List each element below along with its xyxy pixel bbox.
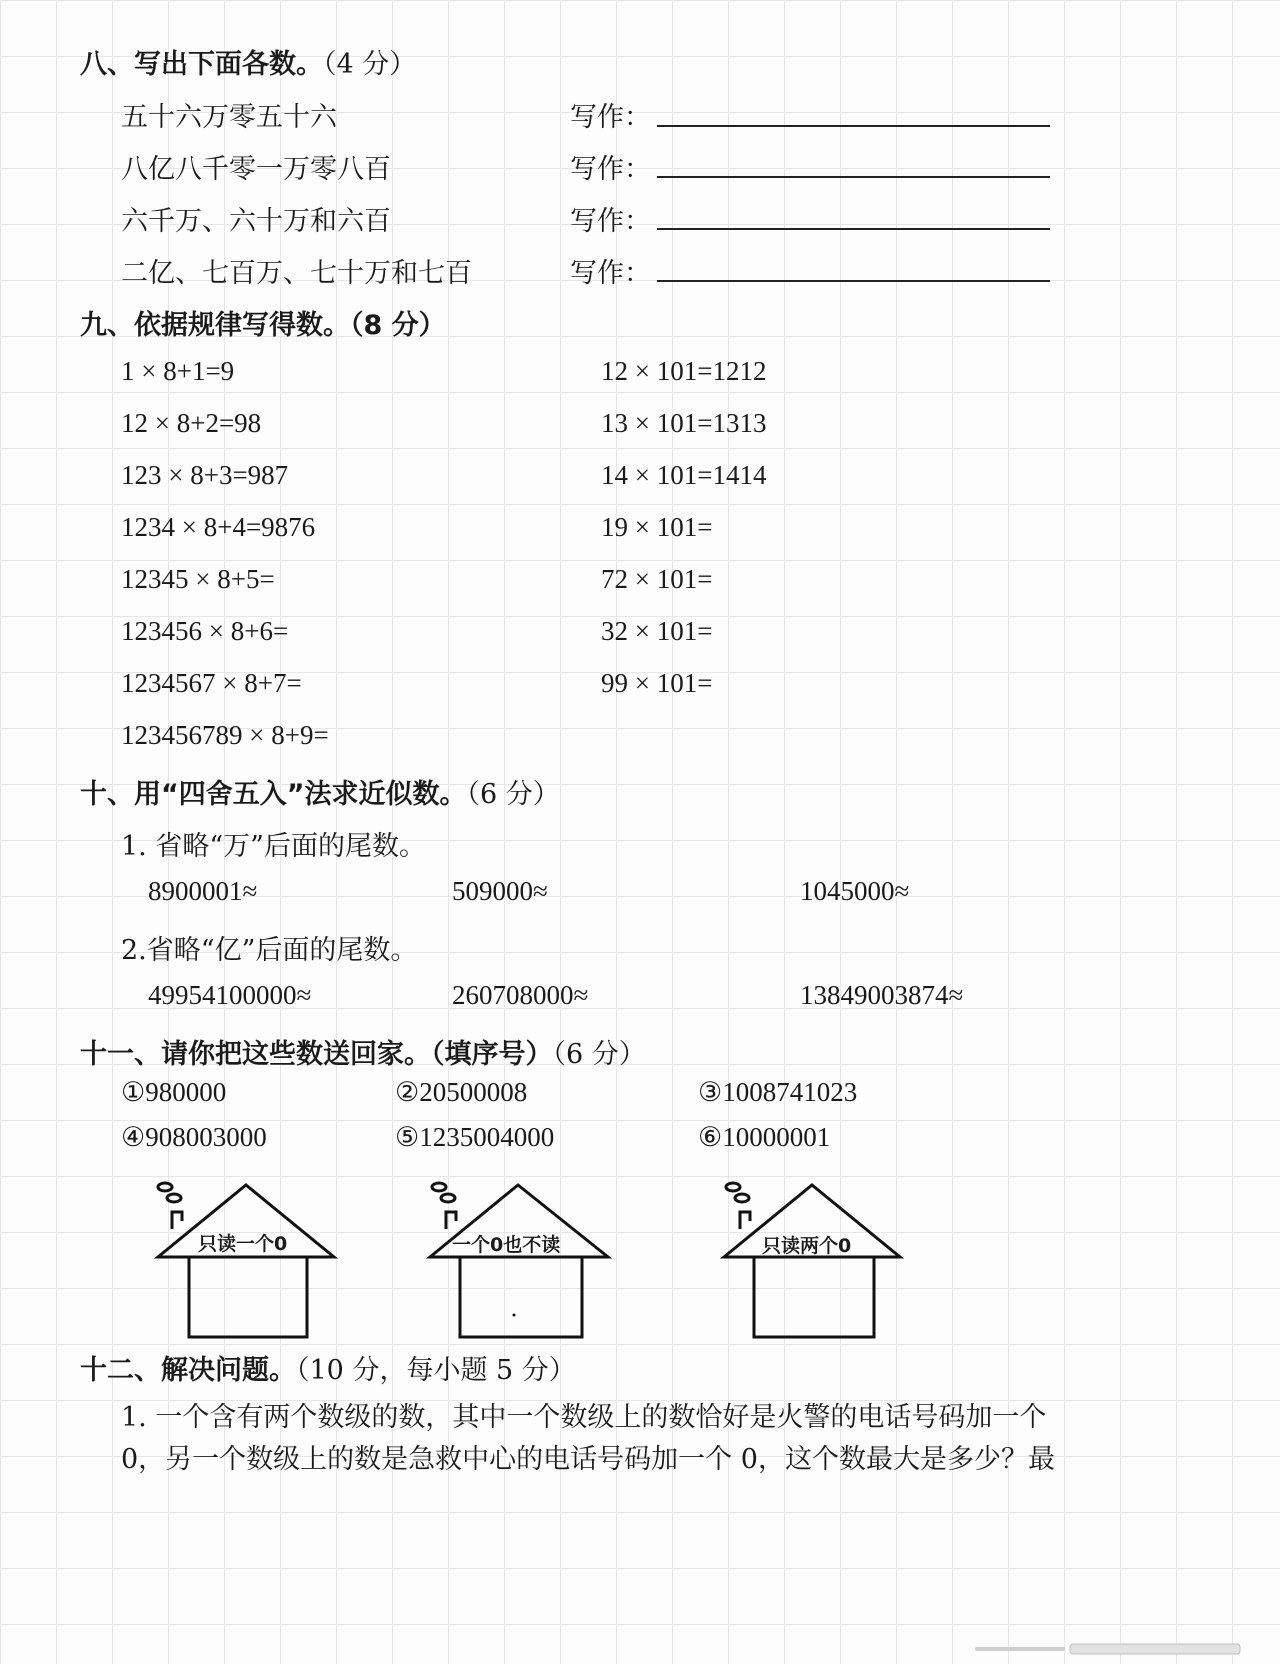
s8-item-2-text: 八亿八千零一万零八百	[121, 154, 391, 185]
s8-item-4-text: 二亿、七百万、七十万和七百	[121, 258, 472, 289]
section-11-heading	[80, 1032, 646, 1071]
house-3-drawing	[720, 1175, 920, 1355]
section-11-title: 十一、请你把这些数送回家。（填序号）	[80, 1039, 553, 1070]
s8-item-1-answer-line[interactable]	[657, 125, 1050, 127]
s8-item-4-label: 写作：	[570, 258, 651, 289]
s9-right-3: 14 × 101=1414	[601, 460, 767, 490]
s9-right-6: 32 × 101=	[601, 616, 713, 646]
s10-q2-item-3: 13849003874≈	[800, 980, 964, 1010]
s9-left-2: 12 × 8+2=98	[121, 408, 262, 438]
section-8-title: 八、写出下面各数。	[80, 49, 323, 80]
house-1-drawing	[152, 1175, 352, 1355]
scroll-indicator-icon	[975, 1638, 1250, 1660]
section-12-title: 十二、解决问题。	[80, 1355, 296, 1386]
section-10-points: （6 分）	[466, 779, 560, 810]
s9-right-4: 19 × 101=	[601, 512, 713, 542]
s10-q1-item-2: 509000≈	[452, 876, 548, 906]
s11-number-1: ①980000	[121, 1077, 227, 1107]
s10-q1-item-1: 8900001≈	[148, 876, 258, 906]
section-8-heading	[80, 42, 416, 81]
s9-right-5: 72 × 101=	[601, 564, 713, 594]
s9-left-1: 1 × 8+1=9	[121, 356, 235, 386]
house-1-label: 只读一个0	[198, 1233, 288, 1255]
section-11-points: （6 分）	[552, 1039, 646, 1070]
s9-left-5: 12345 × 8+5=	[121, 564, 275, 594]
section-8-points: （4 分）	[323, 49, 417, 80]
s9-left-7: 1234567 × 8+7=	[121, 668, 302, 698]
house-2-label: 一个0也不读	[452, 1234, 561, 1256]
s8-item-3-answer-line[interactable]	[657, 228, 1050, 230]
s8-item-1-text: 五十六万零五十六	[121, 102, 337, 133]
s8-item-4-answer-line[interactable]	[657, 280, 1050, 282]
section-10-title: 十、用“四舍五入”法求近似数。	[80, 779, 467, 810]
section-12-points: （10 分，每小题 5 分）	[296, 1355, 576, 1386]
s11-number-6: ⑥10000001	[698, 1122, 831, 1152]
house-2-drawing	[426, 1175, 626, 1355]
section-12-heading	[80, 1348, 576, 1387]
s10-q1-item-3: 1045000≈	[800, 876, 910, 906]
s10-q2-item-2: 260708000≈	[452, 980, 589, 1010]
s9-right-7: 99 × 101=	[601, 668, 713, 698]
s9-left-3: 123 × 8+3=987	[121, 460, 289, 490]
s8-item-3-label: 写作：	[570, 206, 651, 237]
s9-right-2: 13 × 101=1313	[601, 408, 767, 438]
s12-q1-line-2: 0，另一个数级上的数是急救中心的电话号码加一个 0，这个数最大是多少？最	[121, 1444, 1055, 1475]
house-1[interactable]	[152, 1175, 352, 1355]
s10-q2: 2.省略“亿”后面的尾数。	[121, 935, 418, 966]
house-3-label: 只读两个0	[762, 1235, 852, 1257]
s9-left-4: 1234 × 8+4=9876	[121, 512, 316, 542]
s9-left-6: 123456 × 8+6=	[121, 616, 289, 646]
s8-item-2-label: 写作：	[570, 154, 651, 185]
s8-item-2-answer-line[interactable]	[657, 176, 1050, 178]
s9-right-1: 12 × 101=1212	[601, 356, 767, 386]
section-10-heading	[80, 772, 560, 811]
house-2[interactable]	[426, 1175, 626, 1355]
s8-item-1-label: 写作：	[570, 102, 651, 133]
section-9-heading: 九、依据规律写得数。（8 分）	[80, 310, 446, 341]
s11-number-5: ⑤1235004000	[395, 1122, 555, 1152]
s9-left-8: 123456789 × 8+9=	[121, 720, 329, 750]
s10-q2-item-1: 49954100000≈	[148, 980, 312, 1010]
s12-q1-line-1: 1. 一个含有两个数级的数，其中一个数级上的数恰好是火警的电话号码加一个	[121, 1402, 1047, 1433]
s11-number-4: ④908003000	[121, 1122, 267, 1152]
s11-number-2: ②20500008	[395, 1077, 528, 1107]
s11-number-3: ③1008741023	[698, 1077, 858, 1107]
house-3[interactable]	[720, 1175, 920, 1355]
s10-q1: 1. 省略“万”后面的尾数。	[121, 831, 426, 862]
page-scroll-indicator[interactable]	[975, 1638, 1250, 1660]
s8-item-3-text: 六千万、六十万和六百	[121, 206, 391, 237]
